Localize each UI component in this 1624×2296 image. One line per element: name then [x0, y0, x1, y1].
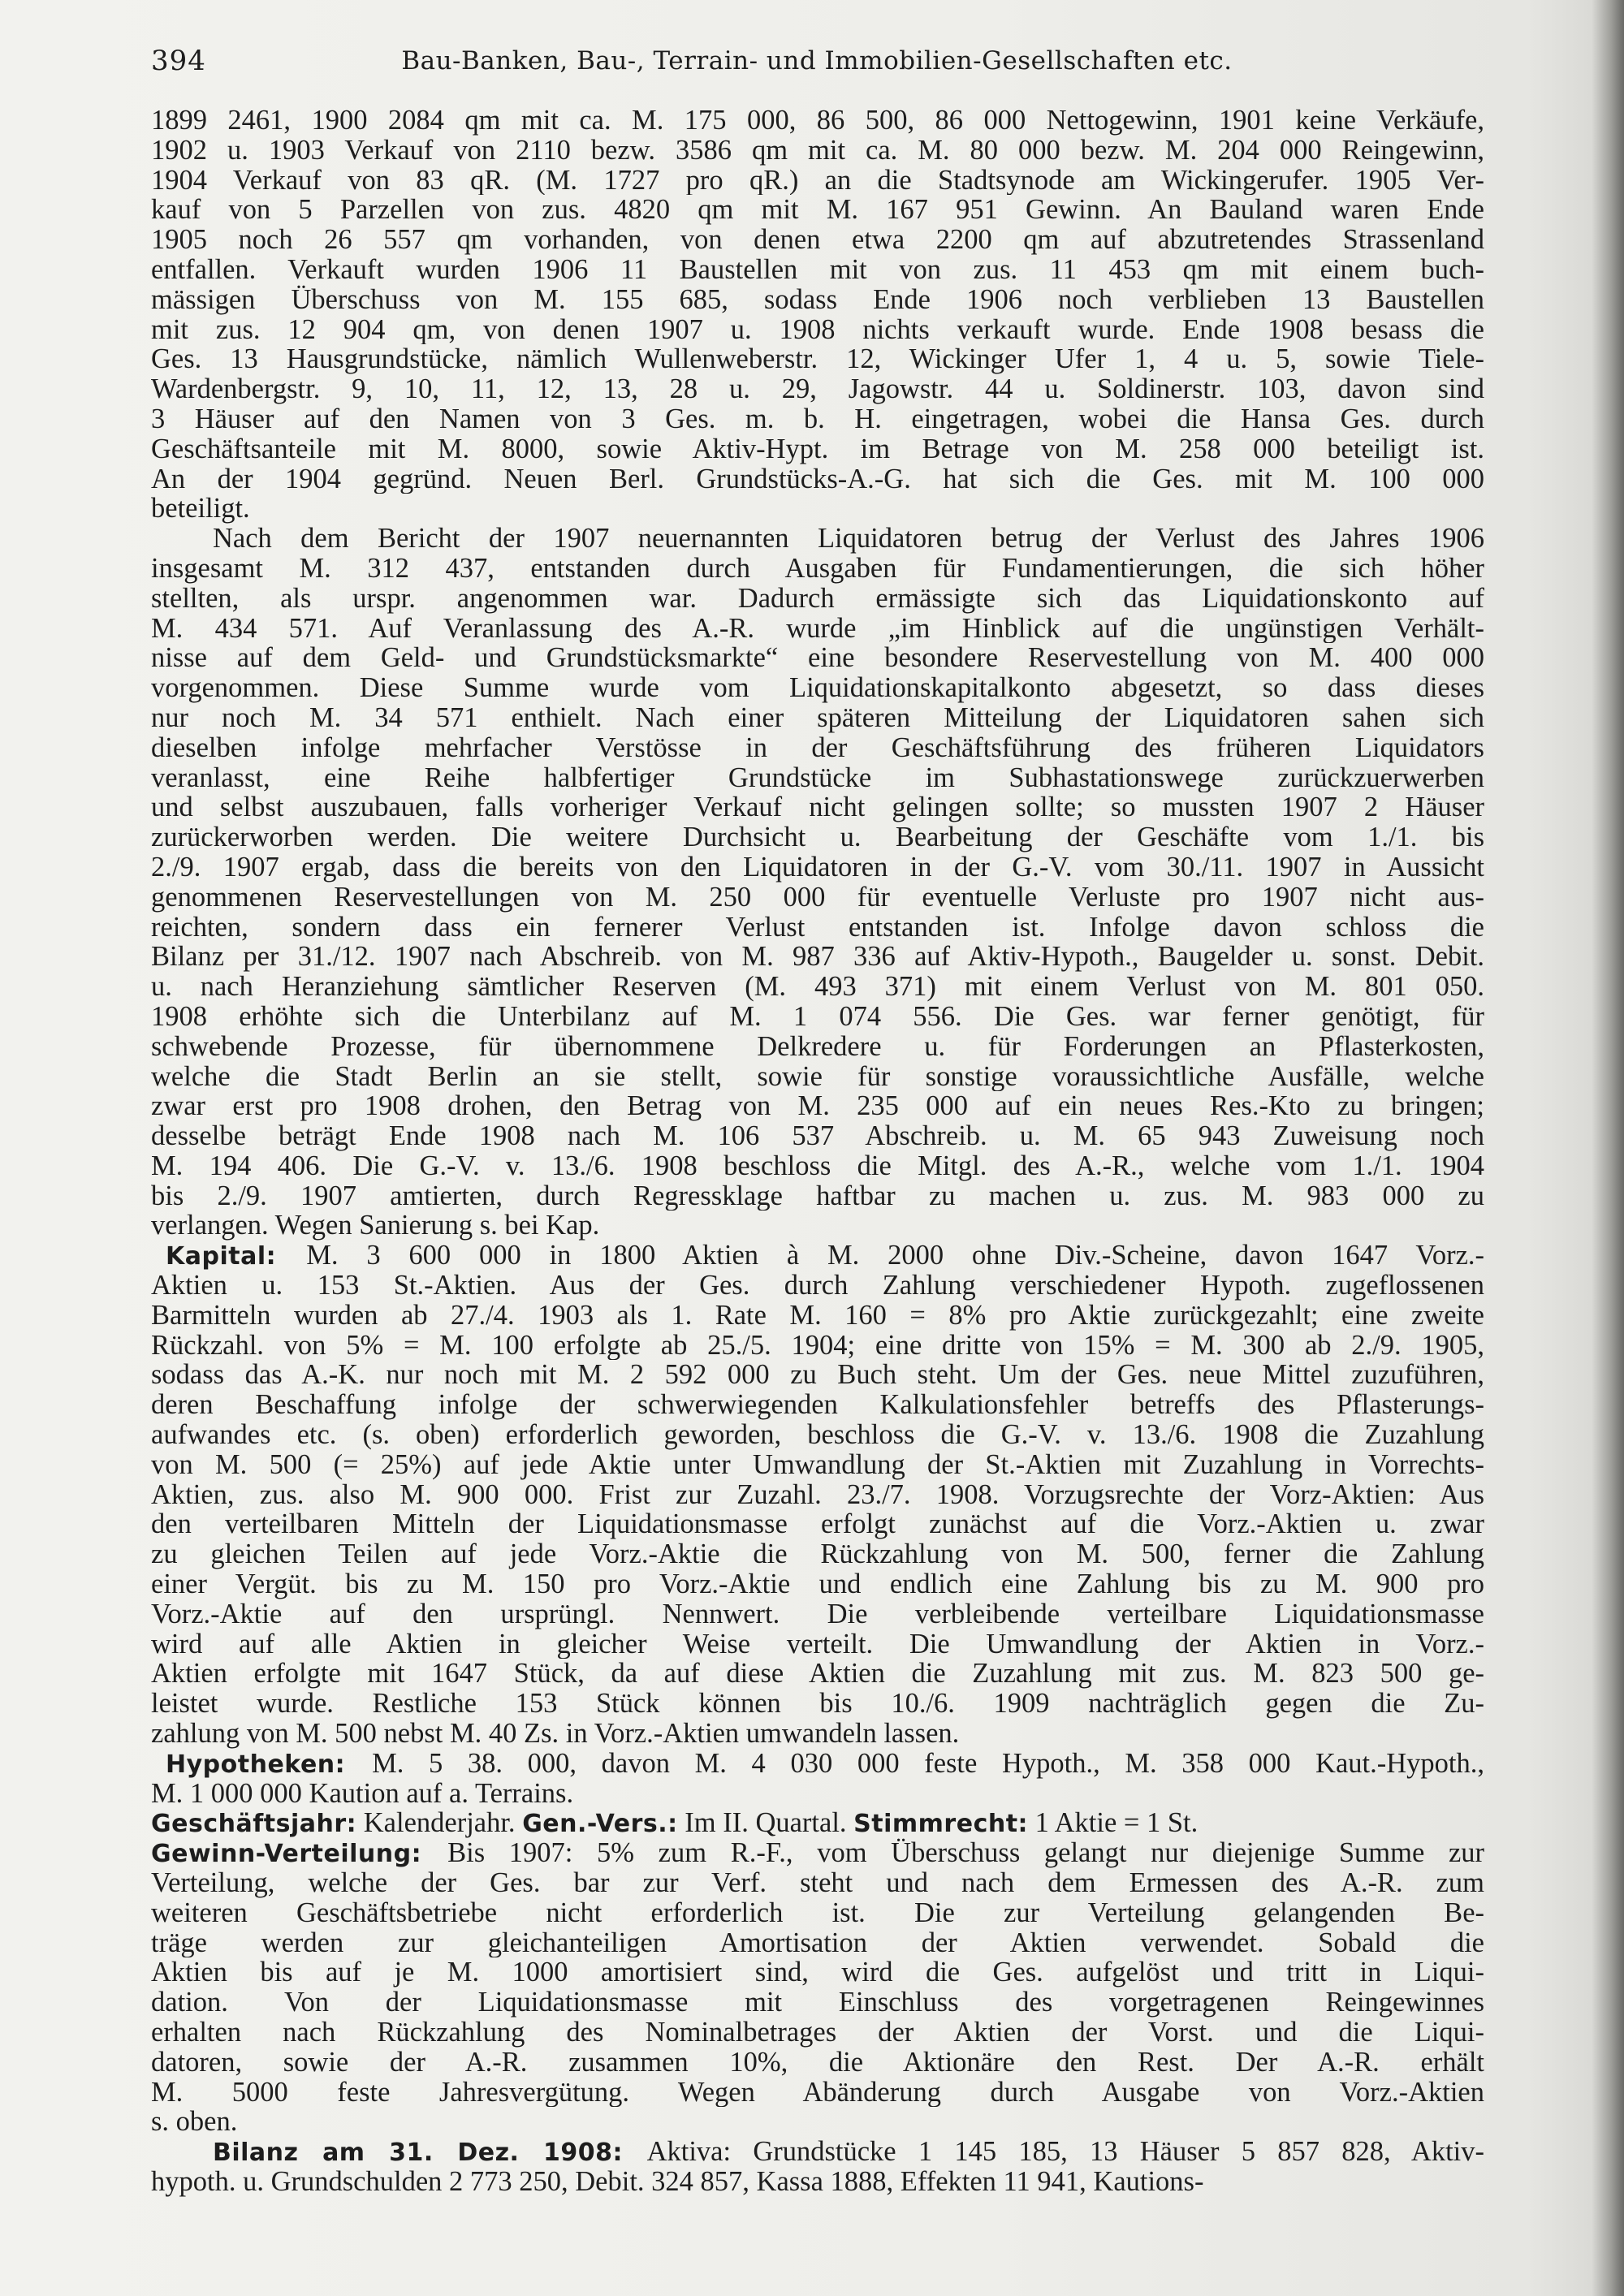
line-text: Ges. 13 Hausgrundstücke, nämlich Wullenweberstr. 12, Wickinger Ufer 1, 4 u. 5, sowie Tiele-	[151, 344, 1484, 375]
text-line	[151, 1181, 1484, 1211]
line-text: Nach dem Bericht der 1907 neuernannten Liquidatoren betrug der Verlust des Jahres 1906	[213, 524, 1484, 554]
text-line	[151, 315, 1484, 345]
text-line	[151, 2018, 1484, 2048]
text-line	[151, 1987, 1484, 2018]
page-number: 394	[151, 45, 206, 77]
line-text: 3 Häuser auf den Namen von 3 Ges. m. b. H. eingetragen, wobei die Hansa Ges. durch	[151, 404, 1484, 434]
text-line	[151, 2167, 1484, 2197]
text-line	[151, 1599, 1484, 1629]
line-text: zahlung von M. 500 nebst M. 40 Zs. in Vorz.-Aktien umwandeln lassen.	[151, 1719, 960, 1749]
text-line	[151, 1808, 1484, 1838]
text-line	[151, 1450, 1484, 1480]
text-line	[151, 1838, 1484, 1868]
text-line	[151, 913, 1484, 943]
line-text: s. oben.	[151, 2107, 238, 2138]
text-line	[151, 852, 1484, 883]
section-text: Im II. Quartal.	[677, 1808, 854, 1839]
text-line	[151, 1420, 1484, 1450]
line-text: sodass das A.-K. nur noch mit M. 2 592 000 zu Buch steht. Um der Ges. neue Mittel zuzuführen,	[151, 1360, 1484, 1391]
line-text: verlangen. Wegen Sanierung s. bei Kap.	[151, 1211, 600, 1241]
line-text: dieselben infolge mehrfacher Verstösse in der Geschäftsführung des früheren Liquidators	[151, 732, 1484, 763]
line-text: u. nach Heranziehung sämtlicher Reserven (M. 493 371) mit einem Verlust von M. 801 050.	[151, 972, 1484, 1002]
line-text: Wardenbergstr. 9, 10, 11, 12, 13, 28 u. 29, Jagowstr. 44 u. Soldinerstr. 103, davon sind	[151, 374, 1484, 404]
line-text: 1905 noch 26 557 qm vorhanden, von denen etwa 2200 qm auf abzutretendes Strassenland	[151, 225, 1484, 255]
text-line	[151, 1032, 1484, 1062]
line-text: Aktien erfolgte mit 1647 Stück, da auf diese Aktien die Zuzahlung mit zus. M. 823 500 ge-	[151, 1659, 1484, 1690]
text-line	[151, 1509, 1484, 1539]
section-label: Kapital:	[166, 1242, 307, 1271]
section-label: Hypotheken:	[166, 1750, 373, 1779]
text-line	[151, 1301, 1484, 1331]
text-line	[151, 404, 1484, 434]
line-text: 1902 u. 1903 Verkauf von 2110 bezw. 3586 qm mit ca. M. 80 000 bezw. M. 204 000 Reingewinn,	[151, 135, 1484, 166]
line-text: welche die Stadt Berlin an sie stellt, sowie für sonstige voraussichtliche Ausfälle, welche	[151, 1061, 1484, 1092]
text-line	[151, 673, 1484, 703]
text-line	[151, 434, 1484, 464]
text-line	[151, 972, 1484, 1002]
paragraph-gj	[151, 1808, 1484, 1838]
line-text: genommenen Reservestellungen von M. 250 000 für eventuelle Verluste pro 1907 nicht aus-	[151, 882, 1484, 913]
text-line	[151, 166, 1484, 196]
line-text: und selbst auszubauen, falls vorheriger Verkauf nicht gelingen sollte; so mussten 1907 2 Häuser	[151, 792, 1484, 823]
text-line	[151, 763, 1484, 793]
text-line	[151, 2137, 1484, 2167]
text-line	[151, 1091, 1484, 1121]
body-text	[151, 106, 1484, 2197]
line-text: weiteren Geschäftsbetriebe nicht erforderlich ist. Die zur Verteilung gelangenden Be-	[151, 1897, 1484, 1928]
text-line	[151, 1779, 1484, 1809]
line-text: schwebende Prozesse, für übernommene Delkredere u. für Forderungen an Pflasterkosten,	[151, 1031, 1484, 1062]
line-text: erhalten nach Rückzahlung des Nominalbetrages der Aktien der Vorst. und die Liqui-	[151, 2018, 1484, 2048]
line-text: leistet wurde. Restliche 153 Stück können bis 10./6. 1909 nachträglich gegen die Zu-	[151, 1689, 1484, 1720]
text-line	[151, 883, 1484, 913]
line-text: kauf von 5 Parzellen von zus. 4820 qm mit M. 167 951 Gewinn. An Bauland waren Ende	[151, 195, 1484, 226]
line-text: stellten, als urspr. angenommen war. Dadurch ermässigte sich das Liquidationskonto auf	[151, 583, 1484, 614]
text-line	[151, 1480, 1484, 1510]
text-line	[151, 344, 1484, 374]
text-line	[151, 106, 1484, 136]
section-label: Gen.-Vers.:	[522, 1810, 678, 1839]
section-text: 1 Aktie = 1 St.	[1028, 1808, 1199, 1839]
line-text: beteiligt.	[151, 494, 250, 524]
line-text: Verteilung, welche der Ges. bar zur Verf. steht und nach dem Ermessen des A.-R. zum	[151, 1868, 1484, 1898]
section-label: Bilanz am 31. Dez. 1908:	[213, 2138, 647, 2167]
line-text: den verteilbaren Mitteln der Liquidationsmasse erfolgt zunächst auf die Vorz.-Aktien u. zwar	[151, 1509, 1484, 1540]
line-text: Barmitteln wurden ab 27./4. 1903 als 1. Rate M. 160 = 8% pro Aktie zurückgezahlt; eine zweite	[151, 1300, 1484, 1331]
line-text: 1899 2461, 1900 2084 qm mit ca. M. 175 000, 86 500, 86 000 Nettogewinn, 1901 keine Verkäufe,	[151, 106, 1484, 136]
line-text: Bis 1907: 5% zum R.-F., vom Überschuss gelangt nur diejenige Summe zur	[447, 1838, 1484, 1869]
text-line	[151, 554, 1484, 584]
line-text: zurückerworben werden. Die weitere Durchsicht u. Bearbeitung der Geschäfte vom 1./1. bis	[151, 822, 1484, 852]
text-line	[151, 1211, 1484, 1241]
text-line	[151, 1659, 1484, 1689]
line-text: mit zus. 12 904 qm, von denen 1907 u. 1908 nichts verkauft wurde. Ende 1908 besass die	[151, 314, 1484, 345]
line-text: deren Beschaffung infolge der schwerwiegenden Kalkulationsfehler betreffs des Pflasterungs-	[151, 1390, 1484, 1421]
line-text: Aktiva: Grundstücke 1 145 185, 13 Häuser 5 857 828, Aktiv-	[646, 2137, 1484, 2167]
line-text: M. 1 000 000 Kaution auf a. Terrains.	[151, 1778, 574, 1809]
text-line	[151, 1957, 1484, 1987]
text-line	[151, 643, 1484, 673]
text-line	[151, 464, 1484, 494]
text-line	[151, 494, 1484, 524]
paragraph-gewinn	[151, 1838, 1484, 2137]
text-line	[151, 285, 1484, 315]
line-text: bis 2./9. 1907 amtierten, durch Regressklage haftbar zu machen u. zus. M. 983 000 zu	[151, 1180, 1484, 1211]
line-text: aufwandes etc. (s. oben) erforderlich geworden, beschloss die G.-V. v. 13./6. 1908 die Zuzahlung	[151, 1420, 1484, 1450]
line-text: M. 434 571. Auf Veranlassung des A.-R. wurde „im Hinblick auf die ungünstigen Verhält-	[151, 613, 1484, 644]
line-text: Geschäftsanteile mit M. 8000, sowie Aktiv-Hypt. im Betrage von M. 258 000 beteiligt ist.	[151, 434, 1484, 464]
line-text: einer Vergüt. bis zu M. 150 pro Vorz.-Aktie und endlich eine Zahlung bis zu M. 900 pro	[151, 1569, 1484, 1599]
section-label: Stimmrecht:	[853, 1810, 1029, 1839]
text-line	[151, 1928, 1484, 1958]
line-text: Rückzahl. von 5% = M. 100 erfolgte ab 25./5. 1904; eine dritte von 15% = M. 300 ab 2./9. 1905,	[151, 1330, 1484, 1361]
line-text: von M. 500 (= 25%) auf jede Aktie unter Umwandlung der St.-Aktien mit Zuzahlung in Vorrechts-	[151, 1449, 1484, 1480]
line-text: M. 5000 feste Jahresvergütung. Wegen Abänderung durch Ausgabe von Vorz.-Aktien	[151, 2077, 1484, 2108]
text-line	[151, 1390, 1484, 1420]
line-text: vorgenommen. Diese Summe wurde vom Liquidationskapitalkonto abgesetzt, so dass dieses	[151, 673, 1484, 703]
text-line	[151, 1241, 1484, 1271]
page-header	[151, 45, 1483, 85]
paragraph-text	[151, 106, 1484, 524]
line-text: 1908 erhöhte sich die Unterbilanz auf M. 1 074 556. Die Ges. war ferner genötigt, für	[151, 1001, 1484, 1032]
line-text: M. 5 38. 000, davon M. 4 030 000 feste Hypoth., M. 358 000 Kaut.-Hypoth.,	[372, 1748, 1484, 1779]
text-line	[151, 1569, 1484, 1599]
text-line	[151, 1271, 1484, 1301]
text-line	[151, 1151, 1484, 1181]
line-text: desselbe beträgt Ende 1908 nach M. 106 537 Abschreib. u. M. 65 943 Zuweisung noch	[151, 1121, 1484, 1151]
text-line	[151, 942, 1484, 972]
line-text: Aktien, zus. also M. 900 000. Frist zur Zuzahl. 23./7. 1908. Vorzugsrechte der Vorz-Aktien: Aus	[151, 1479, 1484, 1510]
text-line	[151, 1898, 1484, 1928]
text-line	[151, 225, 1484, 255]
line-text: reichten, sondern dass ein fernerer Verlust entstanden ist. Infolge davon schloss die	[151, 912, 1484, 943]
text-line	[151, 1719, 1484, 1749]
paragraph-indent-first	[151, 524, 1484, 1241]
line-text: insgesamt M. 312 437, entstanden durch Ausgaben für Fundamentierungen, die sich höher	[151, 553, 1484, 584]
text-line	[151, 374, 1484, 404]
line-text: mässigen Überschuss von M. 155 685, sodass Ende 1906 noch verblieben 13 Baustellen	[151, 284, 1484, 315]
text-line	[151, 136, 1484, 166]
text-line	[151, 822, 1484, 852]
text-line	[151, 2048, 1484, 2078]
line-text: Bilanz per 31./12. 1907 nach Abschreib. von M. 987 336 auf Aktiv-Hypoth., Baugelder u. sonst. Debit.	[151, 942, 1484, 973]
text-line	[151, 1689, 1484, 1719]
text-line	[151, 1360, 1484, 1390]
text-line	[151, 703, 1484, 733]
line-text: Aktien u. 153 St.-Aktien. Aus der Ges. durch Zahlung verschiedener Hypoth. zugeflossenen	[151, 1271, 1484, 1301]
text-line	[151, 255, 1484, 285]
line-text: datoren, sowie der A.-R. zusammen 10%, die Aktionäre den Rest. Der A.-R. erhält	[151, 2047, 1484, 2078]
text-line	[151, 614, 1484, 644]
text-line	[151, 1121, 1484, 1151]
line-text: dation. Von der Liquidationsmasse mit Einschluss des vorgetragenen Reingewinnes	[151, 1987, 1484, 2018]
text-line	[151, 1868, 1484, 1898]
line-text: zu gleichen Teilen auf jede Vorz.-Aktie die Rückzahlung von M. 500, ferner die Zahlung	[151, 1539, 1484, 1570]
section-label: Geschäftsjahr:	[151, 1810, 357, 1839]
line-text: entfallen. Verkauft wurden 1906 11 Baustellen mit von zus. 11 453 qm mit einem buch-	[151, 254, 1484, 285]
paragraph-kapital	[151, 1241, 1484, 1749]
text-line	[151, 1002, 1484, 1032]
line-text: nur noch M. 34 571 enthielt. Nach einer späteren Mitteilung der Liquidatoren sahen sich	[151, 702, 1484, 733]
section-text: Kalenderjahr.	[356, 1808, 523, 1839]
line-text: hypoth. u. Grundschulden 2 773 250, Debit. 324 857, Kassa 1888, Effekten 11 941, Kautions-	[151, 2166, 1204, 2197]
text-line	[151, 2078, 1484, 2108]
section-label: Gewinn-Verteilung:	[151, 1840, 448, 1869]
text-line	[151, 1062, 1484, 1092]
line-text: Vorz.-Aktie auf den ursprüngl. Nennwert. Die verbleibende verteilbare Liquidationsmasse	[151, 1599, 1484, 1629]
paragraph-hypo	[151, 1749, 1484, 1809]
scan-edge-shadow	[1592, 0, 1624, 2296]
text-line	[151, 584, 1484, 614]
line-text: Aktien bis auf je M. 1000 amortisiert sind, wird die Ges. aufgelöst und tritt in Liqui-	[151, 1957, 1484, 1988]
text-line	[151, 1749, 1484, 1779]
line-text: M. 194 406. Die G.-V. v. 13./6. 1908 beschloss die Mitgl. des A.-R., welche vom 1./1. 1904	[151, 1150, 1484, 1181]
line-text: 2./9. 1907 ergab, dass die bereits von den Liquidatoren in der G.-V. vom 30./11. 1907 in Aussicht	[151, 852, 1484, 883]
line-text: zwar erst pro 1908 drohen, den Betrag von M. 235 000 auf ein neues Res.-Kto zu bringen;	[151, 1091, 1484, 1122]
line-text: M. 3 600 000 in 1800 Aktien à M. 2000 ohne Div.-Scheine, davon 1647 Vorz.-	[306, 1241, 1484, 1271]
text-line	[151, 733, 1484, 763]
text-line	[151, 1629, 1484, 1659]
text-line	[151, 195, 1484, 225]
paragraph-bilanz	[151, 2137, 1484, 2197]
text-line	[151, 1539, 1484, 1569]
line-text: wird auf alle Aktien in gleicher Weise verteilt. Die Umwandlung der Aktien in Vorz.-	[151, 1629, 1484, 1659]
text-line	[151, 524, 1484, 554]
running-title: Bau-Banken, Bau-, Terrain- und Immobilien-Gesellschaften etc.	[401, 46, 1233, 76]
text-line	[151, 792, 1484, 822]
text-line	[151, 2107, 1484, 2137]
line-text: träge werden zur gleichanteiligen Amortisation der Aktien verwendet. Sobald die	[151, 1927, 1484, 1958]
line-text: veranlasst, eine Reihe halbfertiger Grundstücke im Subhastationswege zurückzuerwerben	[151, 762, 1484, 793]
line-text: 1904 Verkauf von 83 qR. (M. 1727 pro qR.) an die Stadtsynode am Wickingerufer. 1905 Ver-	[151, 165, 1484, 196]
line-text: An der 1904 gegründ. Neuen Berl. Grundstücks-A.-G. hat sich die Ges. mit M. 100 000	[151, 464, 1484, 494]
text-line	[151, 1331, 1484, 1361]
line-text: nisse auf dem Geld- und Grundstücksmarkte“ eine besondere Reservestellung von M. 400 000	[151, 643, 1484, 674]
